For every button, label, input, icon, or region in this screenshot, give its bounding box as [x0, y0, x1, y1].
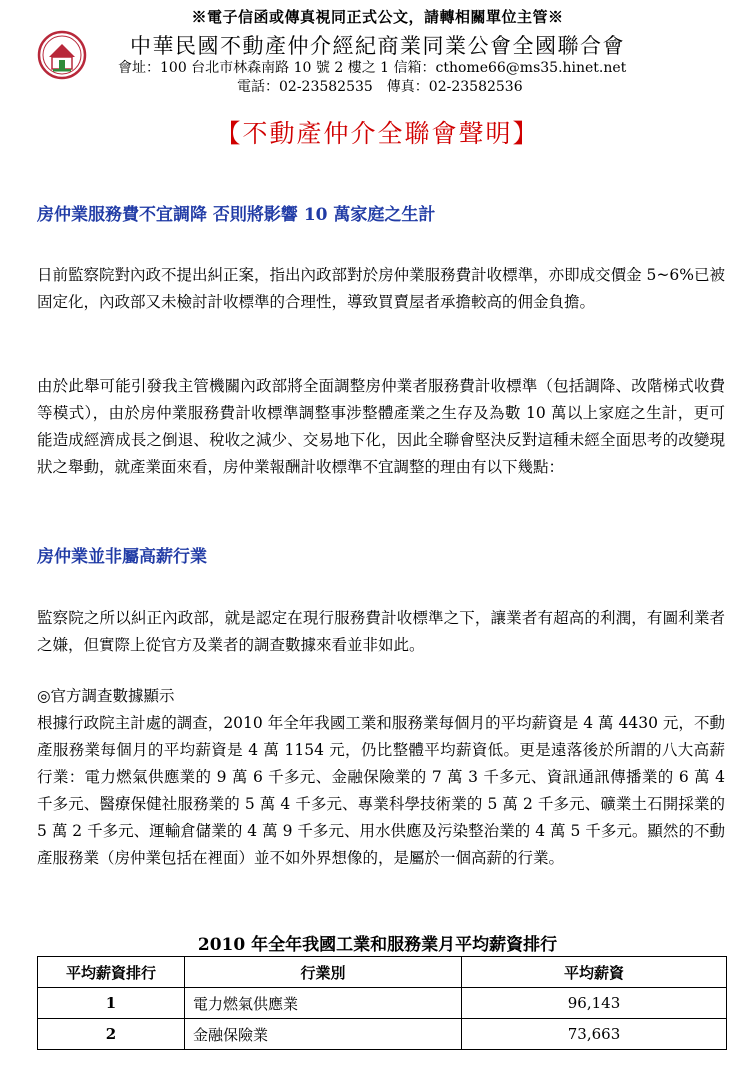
table-row [38, 1019, 727, 1050]
section-heading-not-high-salary: 房仲業並非屬高薪行業 [37, 547, 207, 567]
statement-title: 【不動產仲介全聯會聲明】 [215, 119, 540, 148]
paragraph-control-yuan: 日前監察院對內政不提出糾正案，指出內政部對於房仲業服務費計收標準，亦即成交價金 5~6%已被固定化，內政部又未檢討計收標準的合理性，導致買賣屋者承擔較高的佣金負擔。 [37, 266, 725, 311]
organization-phone: 電話：02-23582535 傳真：02-23582536 [237, 79, 523, 95]
cell-industry: 電力燃氣供應業 [185, 988, 462, 1019]
paragraph-correction: 監察院之所以糾正內政部，就是認定在現行服務費計收標準之下，讓業者有超高的利潤，有圖利業者之嫌，但實際上從官方及業者的調查數據來看並非如此。 [37, 609, 725, 654]
header-industry: 行業別 [185, 957, 462, 988]
header-rank: 平均薪資排行 [38, 957, 185, 988]
notice-banner: ※電子信函或傳真視同正式公文，請轉相關單位主管※ [191, 8, 564, 26]
cell-salary: 73,663 [462, 1019, 727, 1050]
organization-address: 會址：100 台北市林森南路 10 號 2 樓之 1 信箱：cthome66@ms35.hinet.net [118, 60, 627, 76]
table-title: 2010 年全年我國工業和服務業月平均薪資排行 [197, 935, 558, 955]
paragraph-salary-survey: 根據行政院主計處的調查，2010 年全年我國工業和服務業每個月的平均薪資是 4 萬 4430 元，不動產服務業每個月的平均薪資是 4 萬 1154 元，仍比整體平均薪資低。更是遠落後於所謂的八大高薪行業：電力燃氣供應業的 9 萬 6 千多元、金融保險業的 7 萬 3 千多元、資訊通訊傳播業的 6 萬 4 千多元、醫療保健社服務業的 5 萬 4 千多元、專業科學技術業的 5 萬 2 千多元、礦業土石開採業的 5 萬 2 千多元、運輸倉儲業的 4 萬 9 千多元、用水供應及污染整治業的 4 萬 5 千多元。顯然的不動產服務業（房仲業包括在裡面）並不如外界想像的，是屬於一個高薪的行業。 [37, 714, 725, 867]
association-logo [37, 30, 87, 80]
table-row [38, 988, 727, 1019]
table-header-row [38, 957, 727, 988]
cell-industry: 金融保險業 [185, 1019, 462, 1050]
salary-ranking-table [37, 956, 727, 1050]
cell-rank: 1 [38, 988, 185, 1019]
cell-salary: 96,143 [462, 988, 727, 1019]
paragraph-impact: 由於此舉可能引發我主管機關內政部將全面調整房仲業者服務費計收標準（包括調降、改階梯式收費等模式），由於房仲業服務費計收標準調整事涉整體產業之生存及為數 10 萬以上家庭之生計，更可能造成經濟成長之倒退、稅收之減少、交易地下化，因此全聯會堅決反對這種未經全面思考的改變現狀之舉動，就產業面來看，房仲業報酬計收標準不宜調整的理由有以下幾點： [37, 377, 725, 476]
organization-name: 中華民國不動產仲介經紀商業同業公會全國聯合會 [130, 34, 625, 58]
section-heading-service-fee: 房仲業服務費不宜調降 否則將影響 10 萬家庭之生計 [37, 205, 436, 225]
cell-rank: 2 [38, 1019, 185, 1050]
survey-label: ◎官方調查數據顯示 [37, 687, 175, 705]
header-salary: 平均薪資 [462, 957, 727, 988]
